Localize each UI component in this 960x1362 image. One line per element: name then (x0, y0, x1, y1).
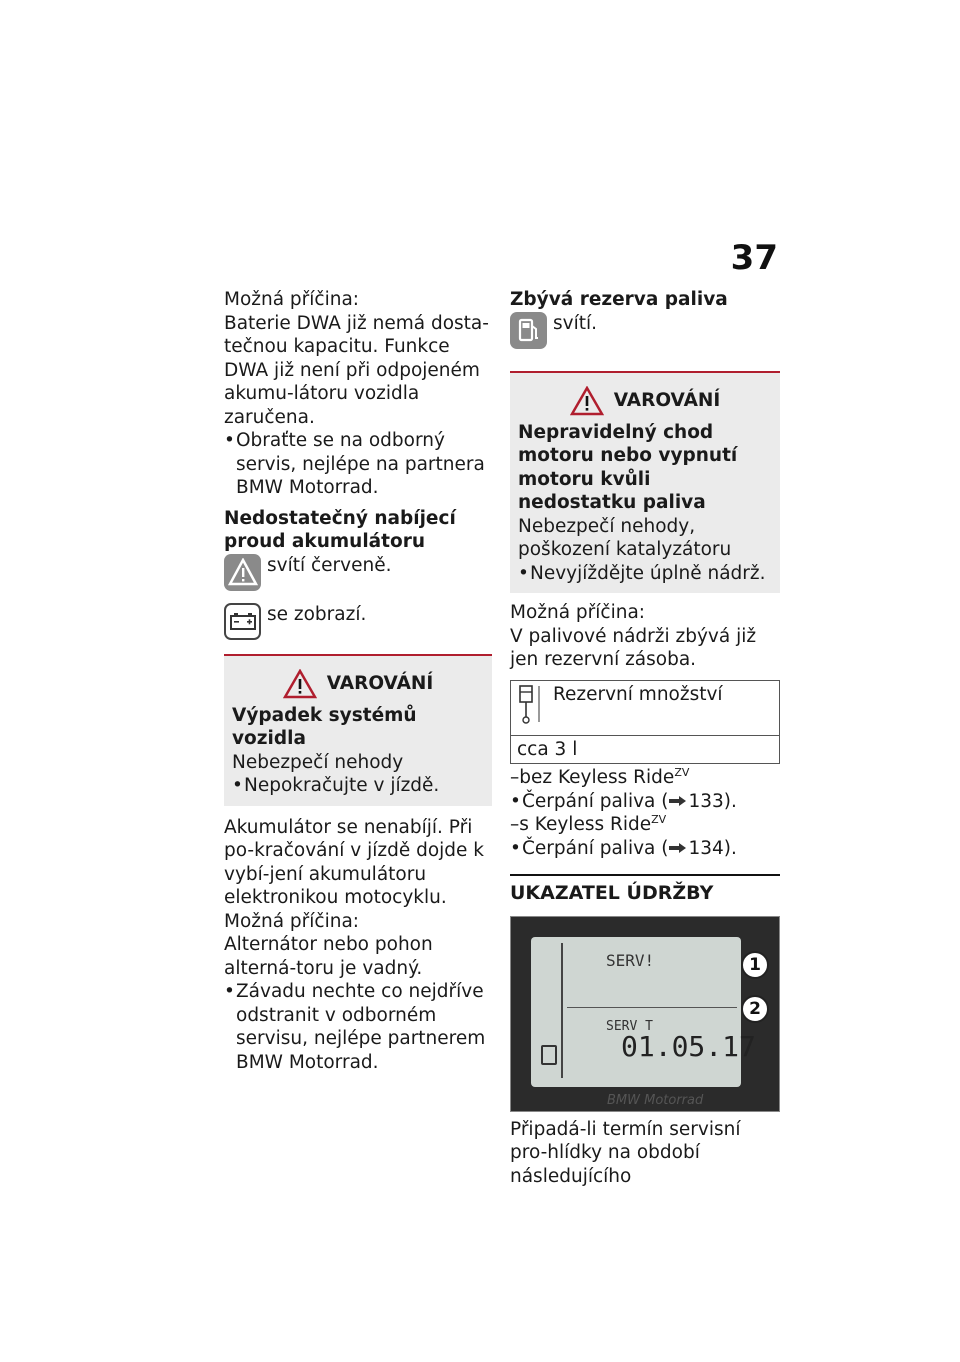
battery-row (224, 603, 492, 640)
warning-box (224, 654, 492, 806)
warning-light-row (224, 554, 492, 591)
warning-header (232, 664, 484, 704)
warning-triangle-icon (283, 669, 317, 699)
refuel-item (510, 790, 780, 814)
brand-mark: BMW Motorrad (607, 1092, 704, 1108)
lcd-serv-date-label: SERV T (606, 1018, 653, 1034)
warning-subtitle: Výpadek systémů vozidla (232, 704, 417, 749)
fuel-gauge-icon (517, 683, 543, 725)
warning-triangle-icon (224, 554, 261, 591)
cause-label: Možná příčina: (510, 602, 646, 623)
lights-text: svítí. (553, 312, 598, 334)
warning-bullet: • Nevyjíždějte úplně nádrž. (518, 562, 772, 586)
right-column (510, 288, 780, 1188)
bullet-item: • Obraťte se na odborný servis, nejlépe na partnera BMW Motorrad. (224, 429, 492, 500)
shown-text: se zobrazí. (267, 603, 367, 625)
heading-charge-current: Nedostatečný nabíjecí proud akumulátoru (224, 507, 456, 552)
warning-subtitle: Nepravidelný chod motoru nebo vypnutí motoru kvůli nedostatku paliva (518, 421, 738, 513)
variant-without-keyless (510, 766, 780, 790)
warning-text: Nebezpečí nehody, poškození katalyzátoru (518, 515, 732, 560)
callout-1: 1 (741, 951, 769, 979)
fuel-light-row (510, 312, 780, 349)
page-reference-icon (668, 842, 688, 854)
fuel-icon (541, 1045, 557, 1065)
refuel-item (510, 837, 780, 861)
section-title: UKAZATEL ÚDRŽBY (510, 874, 780, 906)
heading-fuel-reserve: Zbývá rezerva paliva (510, 289, 728, 310)
warning-title: VAROVÁNÍ (613, 389, 721, 411)
fuel-pump-icon (510, 312, 547, 349)
lcd-serv-warning: SERV! (606, 950, 655, 970)
warning-text: Nebezpečí nehody (232, 751, 404, 773)
final-text: Připadá-li termín servisní pro-hlídky na období následujícího (510, 1118, 741, 1187)
lcd-display (531, 937, 756, 1087)
refuel-page: 134). (688, 837, 737, 859)
lcd-service-date: 01.05.17 (621, 1029, 756, 1063)
page-number: 37 (730, 238, 778, 278)
service-display-photo (510, 916, 780, 1112)
warning-box (510, 371, 780, 594)
warning-triangle-icon (570, 386, 604, 416)
variant-label: –bez Keyless Ride (510, 767, 675, 788)
refuel-label: Čerpání paliva ( (522, 837, 669, 859)
variant-with-keyless (510, 813, 780, 837)
cause-label: Možná příčina: (224, 910, 360, 932)
warning-title: VAROVÁNÍ (326, 672, 434, 694)
zv-superscript: ZV (651, 812, 667, 826)
table-header-cell (511, 680, 780, 735)
variant-label: –s Keyless Ride (510, 814, 652, 835)
cause-text: Baterie DWA již nemá dosta-tečnou kapacitu. Funkce DWA již není při odpojeném akumu-látoru vozidla zaručena. (224, 312, 489, 428)
table-header: Rezervní množství (553, 683, 723, 705)
refuel-label: Čerpání paliva ( (522, 790, 669, 812)
cause-text: V palivové nádrži zbývá již jen rezervní zásoba. (510, 625, 757, 670)
refuel-page: 133). (688, 790, 737, 812)
table-row (511, 680, 780, 735)
left-column (224, 288, 492, 1074)
lcd-divider (567, 1007, 737, 1008)
lights-red-text: svítí červeně. (267, 554, 392, 576)
warning-bullet: • Nepokračujte v jízdě. (232, 774, 484, 798)
bullet-item: • Závadu nechte co nejdříve odstranit v odborném servisu, nejlépe partnerem BMW Motorrad. (224, 980, 492, 1074)
battery-icon (224, 603, 261, 640)
body-text: Akumulátor se nenabíjí. Při po-kračování v jízdě dojde k vybí-jení akumulátoru elektronikou motocyklu. (224, 816, 485, 908)
table-value: cca 3 l (511, 735, 780, 764)
cause-text: Alternátor nebo pohon alterná-toru je vadný. (224, 934, 433, 979)
zv-superscript: ZV (674, 765, 690, 779)
table-row (511, 735, 780, 764)
reserve-table (510, 680, 780, 765)
page-reference-icon (668, 795, 688, 807)
cause-label: Možná příčina: (224, 289, 360, 310)
warning-header (518, 381, 772, 421)
callout-2: 2 (741, 995, 769, 1023)
